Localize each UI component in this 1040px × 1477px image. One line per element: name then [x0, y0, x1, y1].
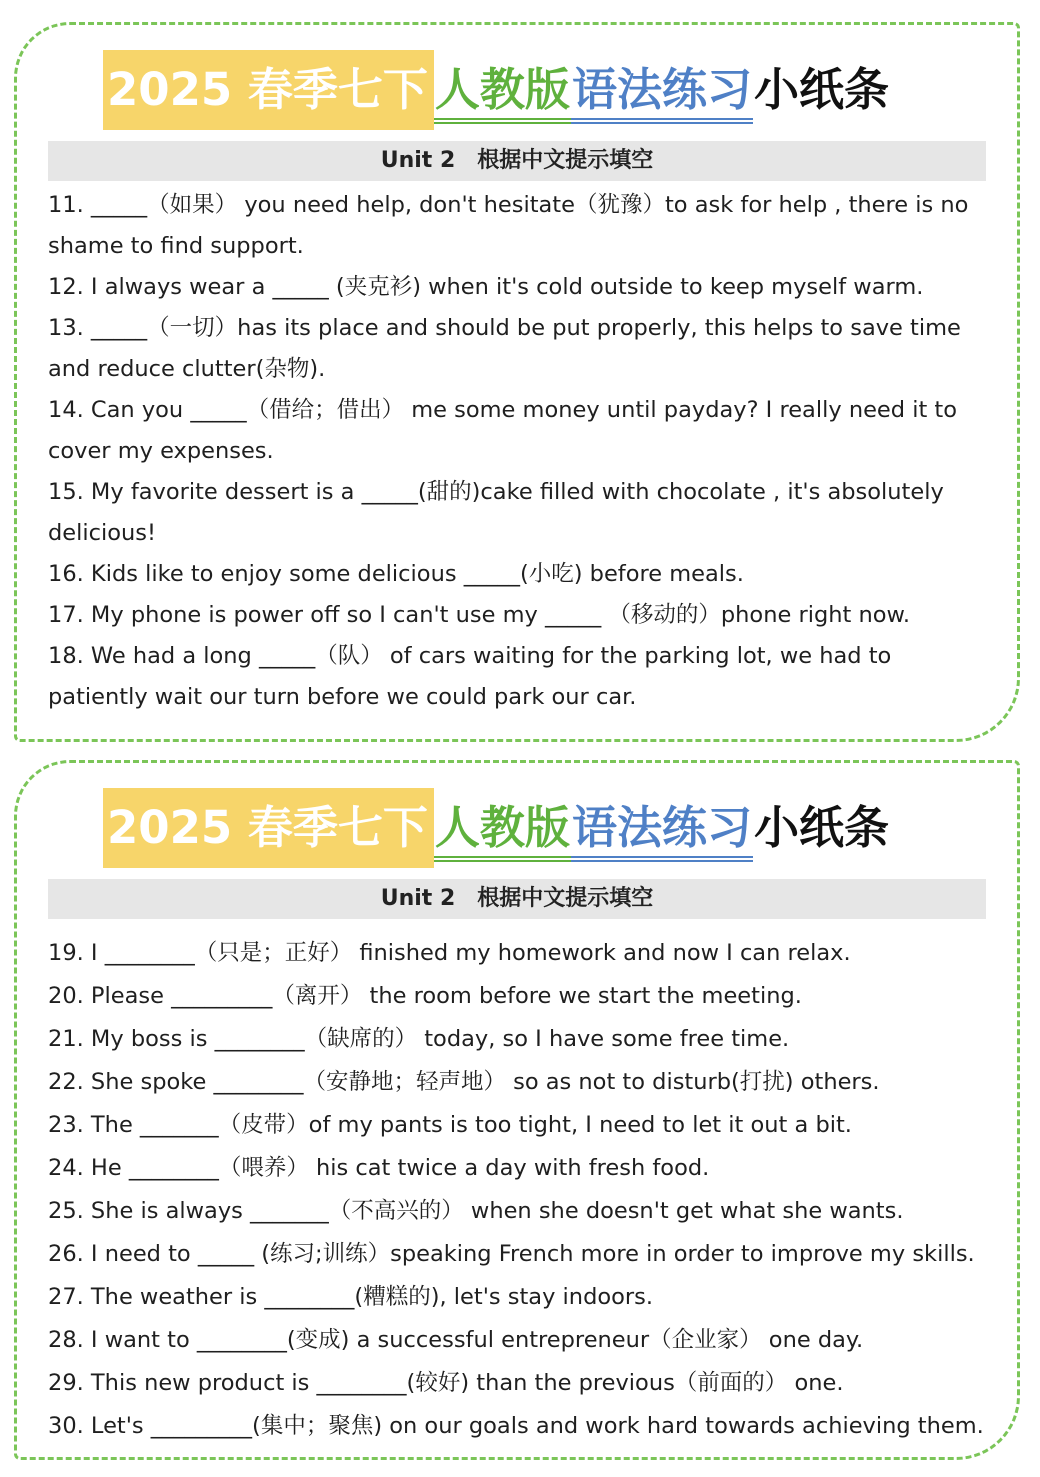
- worksheet-title: [103, 50, 890, 130]
- question-list: [48, 185, 998, 718]
- title-grammar-practice: 语法练习: [571, 50, 753, 130]
- question-item: 22. She spoke ________（安静地；轻声地） so as not to disturb(打扰) others.: [48, 1069, 880, 1095]
- question-item: 16. Kids like to enjoy some delicious _____(小吃) before meals.: [48, 561, 744, 587]
- question-item: 23. The _______（皮带）of my pants is too tight, I need to let it out a bit.: [48, 1112, 852, 1138]
- question-item: 30. Let's _________(集中；聚焦) on our goals and work hard towards achieving them.: [48, 1413, 984, 1439]
- unit-subtitle-bar: Unit 2 根据中文提示填空: [48, 141, 986, 181]
- title-edition: 人教版: [434, 50, 571, 130]
- title-note: 小纸条: [753, 801, 889, 854]
- question-item: 18. We had a long _____（队） of cars waiting for the parking lot, we had to patiently wait our turn before we could park our car.: [48, 643, 892, 710]
- title-edition: 人教版: [434, 788, 571, 868]
- title-year-season: 2025 春季七下: [103, 788, 434, 868]
- question-item: 19. I ________（只是；正好） finished my homework and now I can relax.: [48, 940, 851, 966]
- title-grammar-practice: 语法练习: [571, 788, 753, 868]
- question-item: 13. _____（一切）has its place and should be put properly, this helps to save time and reduce clutter(杂物).: [48, 315, 961, 382]
- question-item: 25. She is always _______（不高兴的） when she doesn't get what she wants.: [48, 1198, 904, 1224]
- title-year-season: 2025 春季七下: [103, 50, 434, 130]
- question-item: 20. Please _________（离开） the room before we start the meeting.: [48, 983, 802, 1009]
- title-note: 小纸条: [753, 63, 889, 116]
- question-item: 12. I always wear a _____ (夹克衫) when it's cold outside to keep myself warm.: [48, 274, 924, 300]
- question-item: 26. I need to _____ (练习;训练）speaking French more in order to improve my skills.: [48, 1241, 975, 1267]
- unit-subtitle-bar: Unit 2 根据中文提示填空: [48, 879, 986, 919]
- worksheet-card-2: [14, 760, 1020, 1460]
- worksheet-title: [103, 788, 890, 868]
- question-item: 27. The weather is ________(糟糕的), let's stay indoors.: [48, 1284, 654, 1310]
- question-item: 24. He ________（喂养） his cat twice a day with fresh food.: [48, 1155, 710, 1181]
- worksheet-card-1: [14, 22, 1020, 742]
- question-item: 21. My boss is ________（缺席的） today, so I have some free time.: [48, 1026, 790, 1052]
- question-item: 17. My phone is power off so I can't use my _____ （移动的）phone right now.: [48, 602, 910, 628]
- question-item: 14. Can you _____（借给；借出） me some money until payday? I really need it to cover my expenses.: [48, 397, 958, 464]
- question-item: 15. My favorite dessert is a _____(甜的)cake filled with chocolate , it's absolutely delicious!: [48, 479, 944, 546]
- question-list: [48, 932, 998, 1448]
- question-item: 28. I want to ________(变成) a successful entrepreneur（企业家） one day.: [48, 1327, 864, 1353]
- question-item: 29. This new product is ________(较好) than the previous（前面的） one.: [48, 1370, 844, 1396]
- question-item: 11. _____（如果） you need help, don't hesitate（犹豫）to ask for help , there is no shame to find support.: [48, 192, 969, 259]
